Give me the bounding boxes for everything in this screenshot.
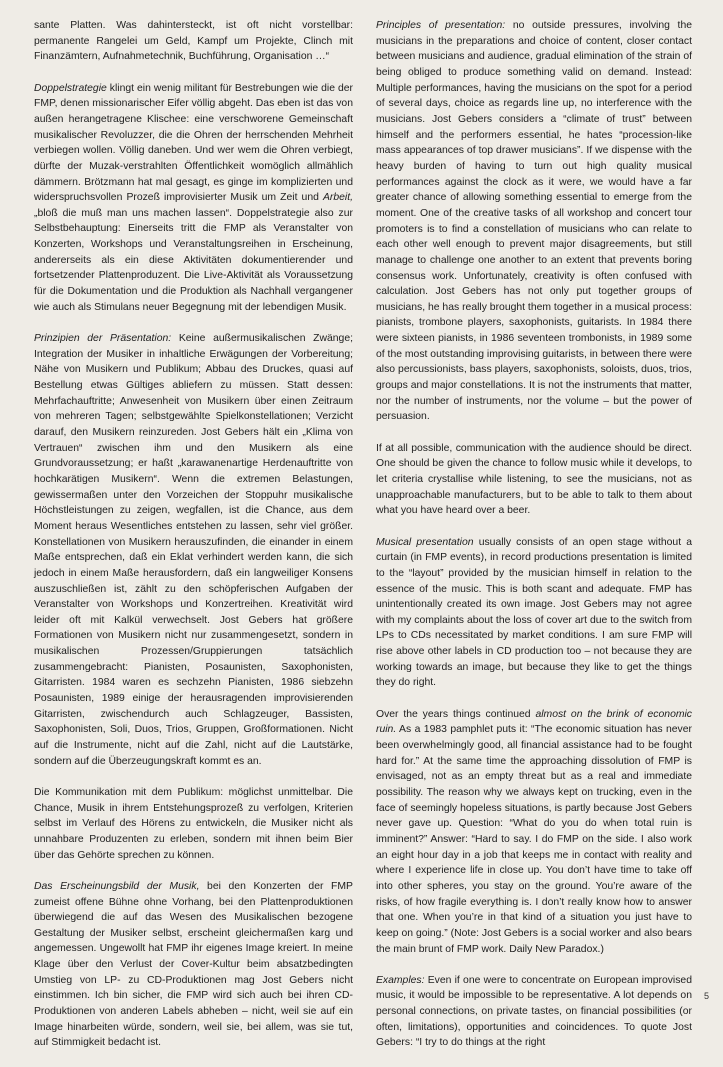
- paragraph-text: klingt ein wenig militant für Bestrebungen wie die der FMP, denen missionarischer Eifer völlig abgeht. Das eben ist das von außen herangetragene Klischee: eine verschworene Gemeinschaft musikalischer Revoluzzer, die die Ohren der herrschenden Mehrheit verbiegen wollen. Völlig daneben. Und wer wem die Ohren verbiegt, dürfte der Muzak-verstrahlten Öffentlichkeit womöglich allmählich dämmern. Brötzmann hat mal gesagt, es ginge im komplizierten und widerspruchsvollen Prozeß improvisierter Musik um Zeit und: [34, 82, 353, 204]
- german-text-column: [34, 18, 353, 1067]
- paragraph-communication: [376, 441, 692, 519]
- paragraph-text: Even if one were to concentrate on European improvised music, it would be impossible to be representative. A lot depends on personal connections, on private tastes, on financial possibilities (or often, limitations), opportunities and coincidences. To quote Jost Gebers: “I try to do things at the right: [376, 974, 692, 1049]
- paragraph-intro-continued: [34, 18, 353, 65]
- paragraph-text: „bloß die muß man uns machen lassen“. Doppelstrategie also zur Selbstbehauptung: Einerseits tritt die FMP als Veranstalter von Konzerten, Workshops und Veranstaltungsreihen in Erscheinung, andererseits als ein diese Aktivitäten dokumentierender und fortsetzender Plattenproduzent. Die Live-Aktivität als Voraussetzung für die Dokumentation und die Produktion als Nachhall vergangener wie auch als Stimulans neuer Begegnung mit der lebendigen Musik.: [34, 207, 353, 313]
- paragraph-examples: [376, 973, 692, 1051]
- paragraph-lead: Musical presentation: [376, 536, 474, 548]
- paragraph-musical-presentation: [376, 535, 692, 692]
- emphasis-text: Arbeit,: [322, 192, 353, 204]
- paragraph-lead: Examples:: [376, 974, 425, 986]
- english-text-column: [376, 18, 692, 1067]
- paragraph-economic-ruin: [376, 707, 692, 958]
- paragraph-text: Over the years things continued: [376, 708, 536, 720]
- paragraph-doppelstrategie: [34, 81, 353, 316]
- paragraph-text: As a 1983 pamphlet puts it: “The economic situation has never been overwhelmingly good, all financial assistance had to be fought hard for.” At the same time the approaching dissolution of FMP is envisaged, not as an empty threat but as a real and immediate possibility. The reason why we always kept on trucking, even in the face of seemingly hopeless situations, is partly because Jost Gebers never gave up. Question: “What do you do when total ruin is imminent?” Answer: “Hard to say. I do FMP on the side. I also work an eight hour day in a job that keeps me in contact with reality and where I experience life in close up. You don’t have time to take off into other spheres, you stay on the ground. You’re aware of the risks, of how fragile everything is. I don’t really know how to answer that one. When you’re in that kind of a situation you just have to keep on going.” (Note: Jost Gebers is a social worker and also bears the main brunt of FMP work. Daily New Paradox.): [376, 724, 692, 955]
- paragraph-lead: Prinzipien der Präsentation:: [34, 333, 172, 344]
- paragraph-kommunikation: [34, 785, 353, 863]
- paragraph-lead: Doppelstrategie: [34, 82, 107, 94]
- paragraph-erscheinungsbild: [34, 879, 353, 1051]
- emphasis-text: almost on the brink of economic ruin.: [376, 708, 693, 736]
- paragraph-text: sante Platten. Was dahintersteckt, ist oft nicht vorstellbar: permanente Rangelei um Geld, Kampf um Projekte, Clinch mit Finanzämtern, Aufnahmetechnik, Buchführung, Organisation …“: [34, 20, 353, 63]
- paragraph-text: no outside pressures, involving the musicians in the preparations and choice of content, closer contact between musicians and audience, gradual elimination of the strain of being obliged to produce something valid on demand. Instead: Multiple performances, having the musicians on the spot for a period of several days, choice as regards line up, no interference with the musicians. Jost Gebers considers a “climate of trust” between himself and the performers essential, he hates “procession-like mass appearances of top drawer musicians”. If we dispense with the heavy burden of having to turn out high quality musical performances against the clock as it were, we would have a far greater chance of allowing something essential to emerge from the moment. One of the creative tasks of all workshop and concert tour promoters is to find a constellation of musicians who can relate to each other well enough to prevent major disagreements, but still manage to challenge one another to an extent that prevents boring consensus work. Unfortunately, creativity is often confused with calculation. Jost Gebers has not only put together groups of musicians, he has really brought them together in a musical process: pianists, trombone players, saxophonists, guitarists. In 1984 there were sixteen pianists, in 1986 seventeen trombonists, in 1989 some of the most outstanding improvising guitarists, in between there were also percussionists, bass players, saxophonists, soloists, duos, trios, groups and major constellations. It is not the instruments that matter, nor the number of instruments, nor the volume – but the power of persuasion.: [376, 20, 692, 423]
- paragraph-principles: [376, 18, 692, 425]
- page-number: 5: [704, 991, 710, 1001]
- paragraph-text: usually consists of an open stage without a curtain (in FMP events), in record productions presentation is limited to the “layout” provided by the musician himself in relation to the essence of the music. This is both scant and adequate. FMP has unintentionally created its own image. Jost Gebers may not agree with my complaints about the loss of cover art due to the switch from LPs to CDs necessitated by market conditions. I am sure FMP will rise above other labels in CD production too – not because they are working towards an image, but because they like to get the things they do right.: [376, 536, 693, 689]
- paragraph-text: Keine außermusikalischen Zwänge; Integration der Musiker in inhaltliche Erwägungen der Vorbereitung; Nähe von Musikern und Publikum; Abbau des Druckes, quasi auf Bestellung etwas Gültiges abliefern zu müssen. Statt dessen: Mehrfachauftritte; Anwesenheit von Musikern über einen Zeitraum von mehreren Tagen; selbstgewählte Spielkonstellationen; Verzicht darauf, den Musikern reinzureden. Jost Gebers hält ein „Klima von Vertrauen“ zwischen ihm und den Musikern als eine Grundvoraussetzung; er haßt „karawanenartige Herdenauftritte von hochkarätigen Musikern“. Wenn die extremen Belastungen, gewissermaßen unter den Vorzeichen der Stoppuhr musikalische Höchstleistungen zu zeigen, wegfallen, ist die Chance, aus dem Moment heraus Wesentliches entstehen zu lassen, sehr viel größer. Konstellationen von Musikern herauszufinden, die einander in einem Maße entsprechen, daß ein Eklat verhindert werden kann, die sich jedoch in einem Maße herausfordern, daß ein langweiliger Konsens auszuschließen ist, zählt zu den schöpferischen Aufgaben der Veranstalter von Workshops und Konzertreihen. Kreativität wird leider oft mit Kalkül verwechselt. Jost Gebers hat größere Formationen von Musikern nicht nur zusammengesetzt, sondern in musikalischen Prozessen/Gruppierungen tatsächlich zusammengebracht: Pianisten, Posaunisten, Saxophonisten, Gitarristen. 1984 waren es sechzehn Pianisten, 1986 siebzehn Posaunisten, 1989 einige der herausragenden improvisierenden Gitarristen, zwischendurch auch Schlagzeuger, Bassisten, Saxophonisten, Soli, Duos, Trios, Gruppen, Großformationen. Nicht auf die Instrumente, nicht auf die Zahl, nicht auf die Lautstärke, sondern auf die Überzeugungskraft kommt es an.: [34, 333, 353, 767]
- paragraph-lead: Principles of presentation:: [376, 20, 506, 31]
- paragraph-text: bei den Konzerten der FMP zumeist offene Bühne ohne Vorhang, bei den Plattenproduktionen überwiegend die auf das Wesen des Musikalischen bezogene Gestaltung der Musiker selbst, erscheint gleichermaßen karg und angemessen. Ungewollt hat FMP ihr eigenes Image kreiert. In meine Klage über den Verlust der Cover-Kultur beim absatzbedingten Umstieg von LP- zu CD-Produktionen mag Jost Gebers nicht einstimmen. Ich bin sicher, die FMP wird sich auch bei ihren CD-Produktionen von anderen Labels abheben – nicht, weil sie auf ein Image hinarbeiten würde, sondern, weil sie, bei allem, was sie tut, auf Stimmigkeit bedacht ist.: [34, 880, 353, 1049]
- paragraph-lead: Das Erscheinungsbild der Musik,: [34, 880, 200, 892]
- paragraph-text: If at all possible, communication with the audience should be direct. One should be given the chance to follow music while it develops, to let criteria crystallise while listening, to see the musicians, not as unapproachable manufacturers, but to be able to talk to them about what you have heard over a beer.: [376, 442, 692, 517]
- paragraph-text: Die Kommunikation mit dem Publikum: möglichst unmittelbar. Die Chance, Musik in ihrem Entstehungsprozeß zu verfolgen, Kriterien selbst im Verlauf des Hörens zu entwickeln, die Musiker nicht als unnahbare Produzenten zu erleben, sondern mit ihnen beim Bier über das Gehörte sprechen zu können.: [34, 786, 353, 861]
- paragraph-prinzipien: [34, 331, 353, 769]
